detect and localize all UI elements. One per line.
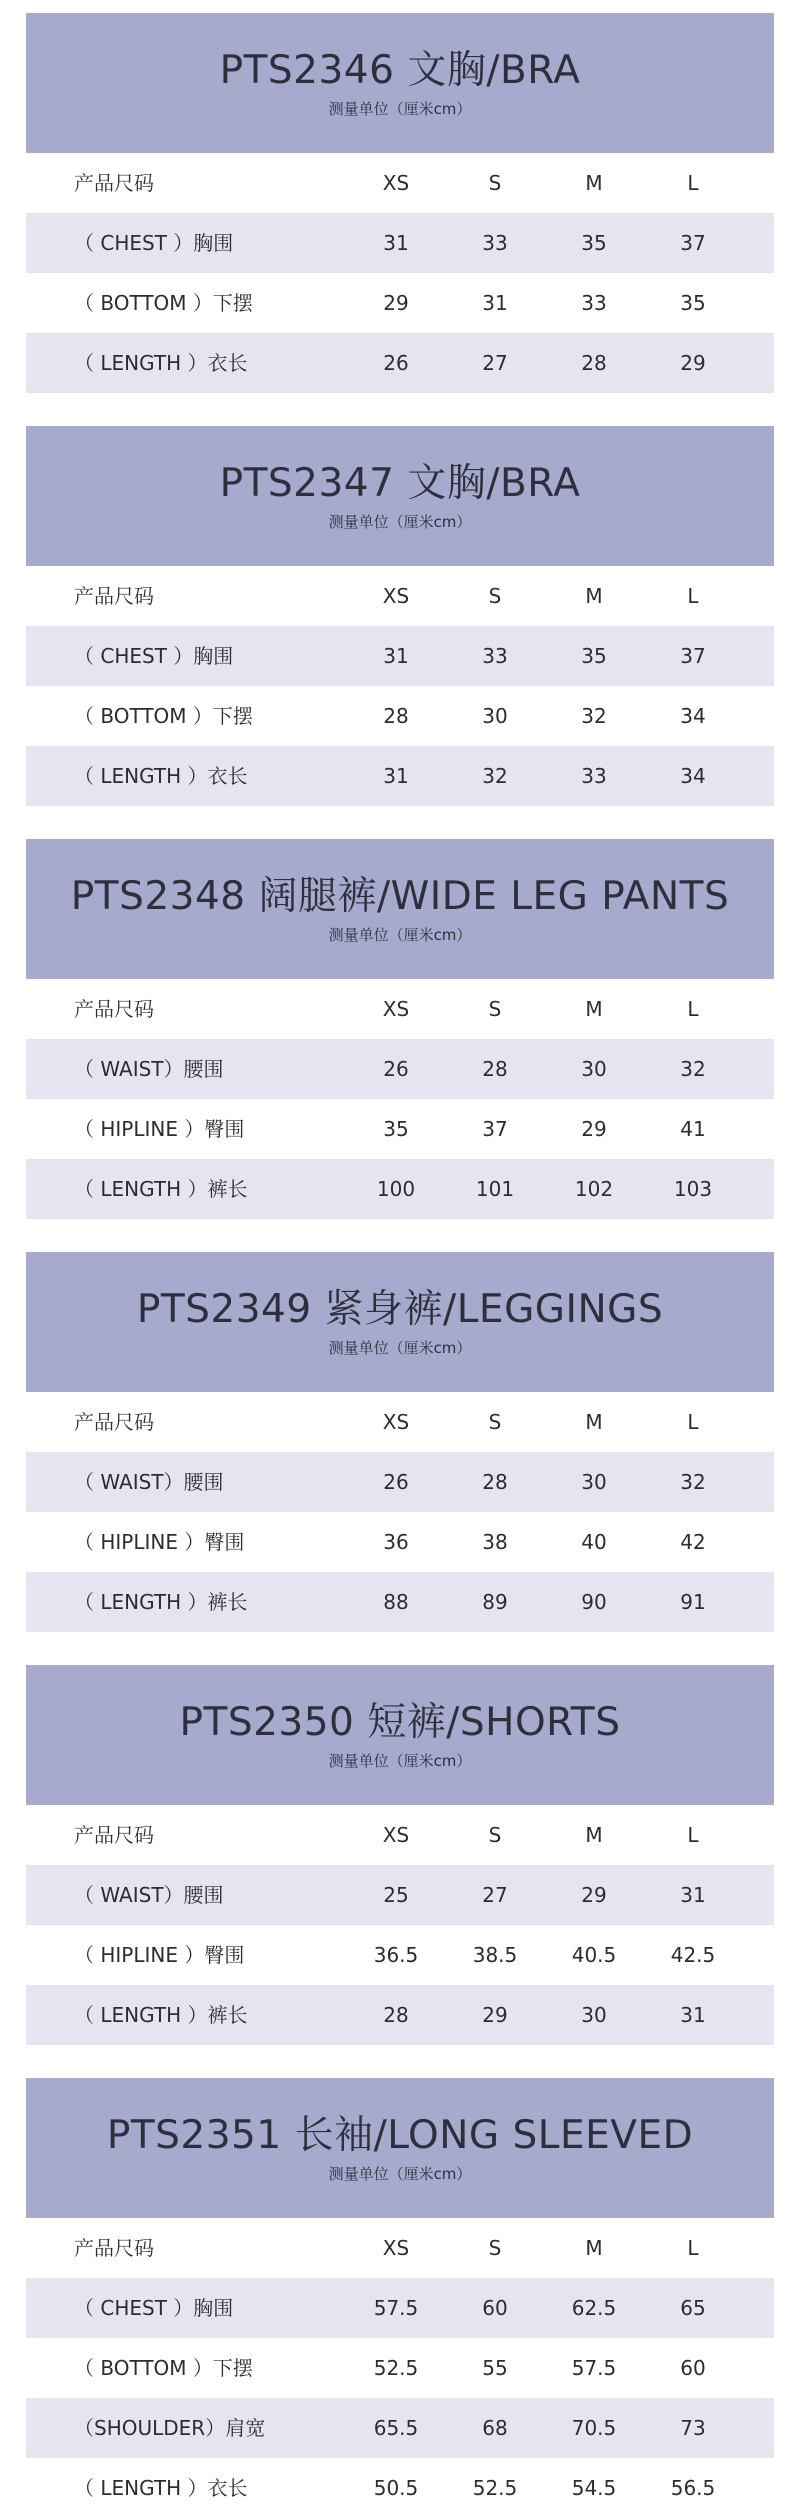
- value-cell: 37: [680, 231, 706, 255]
- unit-note: 测量单位（厘米cm）: [328, 100, 472, 118]
- measurement-row: [26, 1452, 774, 1512]
- unit-note: 测量单位（厘米cm）: [328, 1339, 472, 1357]
- table-header: [26, 839, 774, 979]
- size-cell: S: [488, 997, 502, 1021]
- row-label: 产品尺码: [74, 1823, 154, 1847]
- unit-note: 测量单位（厘米cm）: [328, 1752, 472, 1770]
- row-label: （ LENGTH ）裤长: [74, 2003, 248, 2027]
- value-cell: 35: [581, 644, 607, 668]
- value-cell: 52.5: [472, 2476, 518, 2500]
- value-cell: 50.5: [373, 2476, 419, 2500]
- value-cell: 29: [581, 1117, 607, 1141]
- table-header: [26, 13, 774, 153]
- measurement-row: [26, 1159, 774, 1219]
- value-cell: 35: [680, 291, 706, 315]
- measurement-row: [26, 2398, 774, 2458]
- value-cell: 32: [482, 764, 508, 788]
- row-label: （ BOTTOM ）下摆: [74, 704, 253, 728]
- size-cell: XS: [382, 1823, 410, 1847]
- value-cell: 65: [680, 2296, 706, 2320]
- value-cell: 29: [680, 351, 706, 375]
- value-cell: 40.5: [571, 1943, 617, 1967]
- value-cell: 102: [574, 1177, 614, 1201]
- table-header: [26, 426, 774, 566]
- value-cell: 37: [482, 1117, 508, 1141]
- value-cell: 101: [475, 1177, 515, 1201]
- product-title: PTS2348 阔腿裤/WIDE LEG PANTS: [70, 874, 730, 919]
- product-title: PTS2351 长袖/LONG SLEEVED: [106, 2113, 694, 2158]
- measurement-row: [26, 2338, 774, 2398]
- value-cell: 34: [680, 764, 706, 788]
- value-cell: 57.5: [571, 2356, 617, 2380]
- row-label: （ LENGTH ）裤长: [74, 1590, 248, 1614]
- value-cell: 70.5: [571, 2416, 617, 2440]
- value-cell: 91: [680, 1590, 706, 1614]
- size-cell: XS: [382, 1410, 410, 1434]
- size-header-row: [26, 153, 774, 213]
- row-label: （ LENGTH ）衣长: [74, 764, 248, 788]
- measurement-row: [26, 1865, 774, 1925]
- value-cell: 42: [680, 1530, 706, 1554]
- value-cell: 29: [482, 2003, 508, 2027]
- value-cell: 38: [482, 1530, 508, 1554]
- size-cell: XS: [382, 997, 410, 1021]
- value-cell: 28: [482, 1470, 508, 1494]
- unit-note: 测量单位（厘米cm）: [328, 2165, 472, 2183]
- row-label: 产品尺码: [74, 584, 154, 608]
- value-cell: 31: [482, 291, 508, 315]
- size-header-row: [26, 566, 774, 626]
- row-label: （ BOTTOM ）下摆: [74, 2356, 253, 2380]
- value-cell: 90: [581, 1590, 607, 1614]
- value-cell: 41: [680, 1117, 706, 1141]
- value-cell: 73: [680, 2416, 706, 2440]
- size-header-row: [26, 1805, 774, 1865]
- value-cell: 33: [482, 231, 508, 255]
- row-label: （ BOTTOM ）下摆: [74, 291, 253, 315]
- measurement-row: [26, 1572, 774, 1632]
- table-header: [26, 1665, 774, 1805]
- size-cell: S: [488, 2236, 502, 2260]
- size-header-row: [26, 1392, 774, 1452]
- size-cell: M: [585, 1410, 603, 1434]
- value-cell: 28: [383, 704, 409, 728]
- measurement-row: [26, 213, 774, 273]
- value-cell: 54.5: [571, 2476, 617, 2500]
- row-label: （ CHEST ）胸围: [74, 2296, 234, 2320]
- value-cell: 30: [581, 1057, 607, 1081]
- size-cell: M: [585, 997, 603, 1021]
- value-cell: 34: [680, 704, 706, 728]
- row-label: 产品尺码: [74, 997, 154, 1021]
- value-cell: 36: [383, 1530, 409, 1554]
- table-header: [26, 1252, 774, 1392]
- size-cell: XS: [382, 584, 410, 608]
- value-cell: 29: [383, 291, 409, 315]
- value-cell: 60: [482, 2296, 508, 2320]
- value-cell: 27: [482, 1883, 508, 1907]
- size-cell: L: [687, 1410, 699, 1434]
- value-cell: 89: [482, 1590, 508, 1614]
- row-label: （ WAIST）腰围: [74, 1883, 224, 1907]
- measurement-row: [26, 1925, 774, 1985]
- size-table-pts2349: [26, 1252, 774, 1632]
- row-label: （ WAIST）腰围: [74, 1470, 224, 1494]
- table-header: [26, 2078, 774, 2218]
- measurement-row: [26, 2458, 774, 2518]
- measurement-row: [26, 1512, 774, 1572]
- unit-note: 测量单位（厘米cm）: [328, 926, 472, 944]
- size-table-pts2348: [26, 839, 774, 1219]
- row-label: （ HIPLINE ）臀围: [74, 1943, 245, 1967]
- size-cell: M: [585, 584, 603, 608]
- value-cell: 28: [383, 2003, 409, 2027]
- value-cell: 31: [680, 2003, 706, 2027]
- value-cell: 30: [581, 1470, 607, 1494]
- product-title: PTS2349 紧身裤/LEGGINGS: [136, 1287, 664, 1332]
- size-cell: XS: [382, 171, 410, 195]
- row-label: （SHOULDER）肩宽: [74, 2416, 266, 2440]
- row-label: 产品尺码: [74, 1410, 154, 1434]
- value-cell: 40: [581, 1530, 607, 1554]
- size-table-pts2347: [26, 426, 774, 806]
- value-cell: 42.5: [670, 1943, 716, 1967]
- value-cell: 55: [482, 2356, 508, 2380]
- size-cell: S: [488, 171, 502, 195]
- row-label: 产品尺码: [74, 2236, 154, 2260]
- size-table-pts2351: [26, 2078, 774, 2518]
- value-cell: 36.5: [373, 1943, 419, 1967]
- value-cell: 32: [680, 1057, 706, 1081]
- size-cell: L: [687, 1823, 699, 1847]
- measurement-row: [26, 686, 774, 746]
- row-label: （ HIPLINE ）臀围: [74, 1117, 245, 1141]
- value-cell: 31: [383, 644, 409, 668]
- value-cell: 60: [680, 2356, 706, 2380]
- value-cell: 100: [376, 1177, 416, 1201]
- size-header-row: [26, 2218, 774, 2278]
- size-header-row: [26, 979, 774, 1039]
- size-cell: L: [687, 171, 699, 195]
- row-label: （ LENGTH ）衣长: [74, 351, 248, 375]
- size-cell: S: [488, 1823, 502, 1847]
- size-cell: S: [488, 1410, 502, 1434]
- measurement-row: [26, 273, 774, 333]
- measurement-row: [26, 1099, 774, 1159]
- size-cell: L: [687, 584, 699, 608]
- value-cell: 33: [482, 644, 508, 668]
- measurement-row: [26, 626, 774, 686]
- value-cell: 37: [680, 644, 706, 668]
- row-label: （ CHEST ）胸围: [74, 644, 234, 668]
- value-cell: 30: [482, 704, 508, 728]
- value-cell: 29: [581, 1883, 607, 1907]
- value-cell: 56.5: [670, 2476, 716, 2500]
- value-cell: 26: [383, 351, 409, 375]
- value-cell: 88: [383, 1590, 409, 1614]
- row-label: 产品尺码: [74, 171, 154, 195]
- value-cell: 35: [383, 1117, 409, 1141]
- measurement-row: [26, 746, 774, 806]
- value-cell: 30: [581, 2003, 607, 2027]
- size-cell: L: [687, 997, 699, 1021]
- value-cell: 28: [482, 1057, 508, 1081]
- value-cell: 33: [581, 291, 607, 315]
- value-cell: 26: [383, 1470, 409, 1494]
- size-cell: L: [687, 2236, 699, 2260]
- row-label: （ HIPLINE ）臀围: [74, 1530, 245, 1554]
- value-cell: 52.5: [373, 2356, 419, 2380]
- unit-note: 测量单位（厘米cm）: [328, 513, 472, 531]
- measurement-row: [26, 333, 774, 393]
- size-cell: XS: [382, 2236, 410, 2260]
- product-title: PTS2346 文胸/BRA: [219, 48, 581, 93]
- value-cell: 62.5: [571, 2296, 617, 2320]
- size-cell: M: [585, 2236, 603, 2260]
- value-cell: 25: [383, 1883, 409, 1907]
- size-cell: M: [585, 171, 603, 195]
- measurement-row: [26, 1985, 774, 2045]
- size-cell: M: [585, 1823, 603, 1847]
- measurement-row: [26, 2278, 774, 2338]
- product-title: PTS2350 短裤/SHORTS: [179, 1700, 621, 1745]
- value-cell: 27: [482, 351, 508, 375]
- value-cell: 65.5: [373, 2416, 419, 2440]
- size-cell: S: [488, 584, 502, 608]
- value-cell: 35: [581, 231, 607, 255]
- row-label: （ WAIST）腰围: [74, 1057, 224, 1081]
- value-cell: 32: [581, 704, 607, 728]
- product-title: PTS2347 文胸/BRA: [219, 461, 581, 506]
- value-cell: 31: [383, 764, 409, 788]
- row-label: （ LENGTH ）衣长: [74, 2476, 248, 2500]
- value-cell: 32: [680, 1470, 706, 1494]
- value-cell: 31: [383, 231, 409, 255]
- measurement-row: [26, 1039, 774, 1099]
- value-cell: 57.5: [373, 2296, 419, 2320]
- size-table-pts2346: [26, 13, 774, 393]
- size-table-pts2350: [26, 1665, 774, 2045]
- value-cell: 68: [482, 2416, 508, 2440]
- value-cell: 33: [581, 764, 607, 788]
- value-cell: 28: [581, 351, 607, 375]
- value-cell: 103: [673, 1177, 713, 1201]
- row-label: （ CHEST ）胸围: [74, 231, 234, 255]
- row-label: （ LENGTH ）裤长: [74, 1177, 248, 1201]
- value-cell: 31: [680, 1883, 706, 1907]
- value-cell: 26: [383, 1057, 409, 1081]
- value-cell: 38.5: [472, 1943, 518, 1967]
